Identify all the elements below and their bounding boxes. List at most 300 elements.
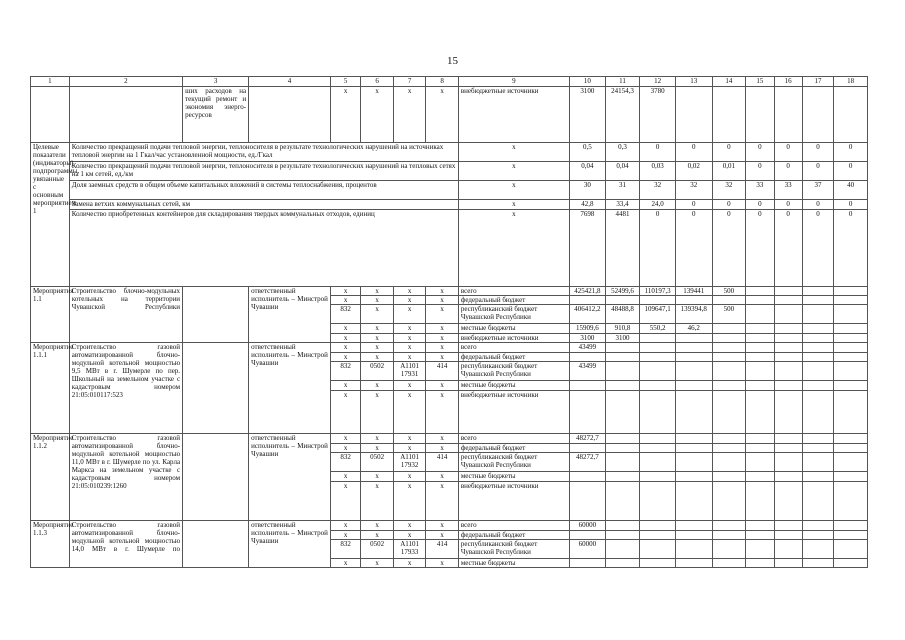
empty-cell (69, 87, 182, 143)
empty-cell (746, 482, 774, 521)
empty-cell (640, 362, 676, 381)
empty-cell (675, 540, 712, 559)
source-label: всего (458, 521, 569, 531)
col-number: 4 (249, 77, 331, 87)
empty-cell (774, 324, 802, 334)
value-cell: 40 (834, 181, 868, 200)
empty-cell (712, 540, 746, 559)
source-label: местные бюджеты (458, 559, 569, 568)
source-label: внебюджетные источники (458, 391, 569, 434)
measure-label: Мероприятие 1.1.3 (31, 521, 70, 568)
empty-cell (570, 391, 606, 434)
measure-name: Строительство газовой автоматизированной блочно-модульной котельной мощностью 9,5 МВт в г. Шумерле по пер. Школьный на земельном участке с кадастровым номером 21:05:010117:523 (69, 343, 182, 434)
x-cell: x (426, 472, 459, 482)
empty-cell (802, 391, 833, 434)
grbs-code: 832 (330, 453, 360, 472)
x-cell: x (361, 531, 394, 540)
empty-cell (605, 559, 640, 568)
x-cell: x (361, 482, 394, 521)
empty-cell (183, 434, 249, 521)
empty-cell (712, 334, 746, 343)
grbs-code: 832 (330, 362, 360, 381)
responsible-executor: ответственный исполнитель – Минстрой Чувашии (249, 434, 331, 521)
empty-cell (675, 362, 712, 381)
x-cell: x (361, 87, 394, 143)
empty-cell (834, 521, 868, 531)
empty-cell (746, 287, 774, 296)
empty-cell (570, 559, 606, 568)
empty-cell (802, 472, 833, 482)
value-cell: 0 (802, 162, 833, 181)
x-cell: x (458, 210, 569, 287)
empty-cell (640, 434, 676, 444)
value-cell: 33,4 (605, 200, 640, 210)
source-label: местные бюджеты (458, 324, 569, 334)
value-cell: 425421,8 (570, 287, 606, 296)
expense-type-code: 414 (426, 453, 459, 472)
empty-cell (834, 434, 868, 444)
col-number: 3 (183, 77, 249, 87)
measure-name: Строительство газовой автоматизированной блочно-модульной котельной мощностью 14,0 МВт в г. Шумерле по (69, 521, 182, 568)
empty-cell (802, 287, 833, 296)
empty-cell (802, 434, 833, 444)
x-cell: x (361, 521, 394, 531)
x-cell: x (393, 381, 426, 391)
empty-cell (675, 521, 712, 531)
x-cell: x (361, 287, 394, 296)
empty-cell (834, 381, 868, 391)
empty-cell (774, 287, 802, 296)
target-article-code: А1101 17932 (393, 453, 426, 472)
table-row (31, 143, 868, 162)
empty-cell (802, 87, 833, 143)
empty-cell (834, 391, 868, 434)
col-number: 17 (802, 77, 833, 87)
empty-cell (746, 531, 774, 540)
empty-cell (746, 434, 774, 444)
x-cell: x (426, 296, 459, 305)
empty-cell (802, 531, 833, 540)
empty-cell (712, 296, 746, 305)
empty-cell (774, 391, 802, 434)
target-article-code: А1101 17931 (393, 362, 426, 381)
x-cell: x (361, 334, 394, 343)
value-cell: 3100 (570, 87, 606, 143)
value-cell: 0 (712, 200, 746, 210)
x-cell: x (426, 391, 459, 434)
empty-cell (774, 521, 802, 531)
empty-cell (712, 482, 746, 521)
value-cell: 32 (712, 181, 746, 200)
source-label: местные бюджеты (458, 472, 569, 482)
x-cell: x (393, 353, 426, 362)
value-cell: 43499 (570, 362, 606, 381)
value-cell: 3780 (640, 87, 676, 143)
x-cell: x (330, 87, 360, 143)
empty-cell (774, 343, 802, 353)
measure-label: Мероприятие 1.1.1 (31, 343, 70, 434)
empty-cell (774, 540, 802, 559)
column-number-row (31, 77, 868, 87)
x-cell: x (393, 482, 426, 521)
empty-cell (802, 444, 833, 453)
empty-cell (675, 296, 712, 305)
x-cell: x (330, 521, 360, 531)
x-cell: x (393, 334, 426, 343)
value-cell: 48272,7 (570, 453, 606, 472)
value-cell: 139394,8 (675, 305, 712, 324)
empty-cell (746, 453, 774, 472)
x-cell: x (330, 482, 360, 521)
empty-cell (746, 296, 774, 305)
x-cell: x (330, 472, 360, 482)
empty-cell (834, 472, 868, 482)
empty-cell (712, 444, 746, 453)
empty-cell (834, 482, 868, 521)
empty-cell (834, 453, 868, 472)
empty-cell (675, 381, 712, 391)
value-cell: 500 (712, 305, 746, 324)
source-label: республиканский бюджет Чувашской Республики (458, 453, 569, 472)
empty-cell (834, 287, 868, 296)
empty-cell (774, 87, 802, 143)
measure-name: Строительство блочно-модульных котельных на территории Чувашской Республики (69, 287, 182, 343)
measure-label: Мероприятие 1.1.2 (31, 434, 70, 521)
value-cell: 7698 (570, 210, 606, 287)
target-article-code: А1101 17933 (393, 540, 426, 559)
x-cell: x (330, 559, 360, 568)
value-cell: 60000 (570, 540, 606, 559)
value-cell: 0 (712, 210, 746, 287)
value-cell: 0 (746, 162, 774, 181)
table-row (31, 162, 868, 181)
col-number: 13 (675, 77, 712, 87)
x-cell: x (361, 434, 394, 444)
col-number: 16 (774, 77, 802, 87)
empty-cell (640, 296, 676, 305)
x-cell: x (330, 334, 360, 343)
section-code: 0502 (361, 540, 394, 559)
value-cell: 48488,8 (605, 305, 640, 324)
responsible-executor: ответственный исполнитель – Минстрой Чувашии (249, 287, 331, 343)
value-cell: 0 (834, 200, 868, 210)
x-cell: x (361, 353, 394, 362)
value-cell: 0,01 (712, 162, 746, 181)
empty-cell (183, 287, 249, 343)
empty-cell (183, 343, 249, 434)
empty-cell (834, 334, 868, 343)
value-cell: 60000 (570, 521, 606, 531)
empty-cell (834, 87, 868, 143)
targets-label: Целевые показатели (индикаторы) подпрограммы, увязанные с основным мероприятием 1 (31, 143, 70, 287)
empty-cell (712, 87, 746, 143)
x-cell: x (458, 181, 569, 200)
value-cell: 30 (570, 181, 606, 200)
col-number: 9 (458, 77, 569, 87)
table-row (31, 521, 868, 531)
section-code: 0502 (361, 362, 394, 381)
value-cell: 32 (675, 181, 712, 200)
empty-cell (605, 362, 640, 381)
empty-cell (605, 296, 640, 305)
empty-cell (640, 472, 676, 482)
x-cell: x (393, 531, 426, 540)
empty-cell (802, 324, 833, 334)
source-label: республиканский бюджет Чувашской Республики (458, 362, 569, 381)
empty-cell (570, 353, 606, 362)
value-cell: 0 (774, 200, 802, 210)
table-row (31, 434, 868, 444)
value-cell: 0 (675, 200, 712, 210)
empty-cell (802, 334, 833, 343)
empty-cell (640, 540, 676, 559)
empty-cell (746, 334, 774, 343)
x-cell: x (361, 324, 394, 334)
source-label: федеральный бюджет (458, 296, 569, 305)
x-cell: x (361, 472, 394, 482)
empty-cell (774, 434, 802, 444)
empty-cell (834, 343, 868, 353)
empty-cell (570, 531, 606, 540)
empty-cell (640, 453, 676, 472)
empty-cell (640, 343, 676, 353)
x-cell: x (330, 444, 360, 453)
value-cell: 0,04 (570, 162, 606, 181)
measure-label: Мероприятия 1.1 (31, 287, 70, 343)
empty-cell (746, 540, 774, 559)
empty-cell (675, 391, 712, 434)
empty-cell (834, 559, 868, 568)
empty-cell (834, 531, 868, 540)
empty-cell (675, 343, 712, 353)
empty-cell (249, 87, 331, 143)
col-number: 15 (746, 77, 774, 87)
indicator-name: Доля заемных средств в общем объеме капитальных вложений в системы теплоснабжения, процентов (69, 181, 458, 200)
value-cell: 0 (675, 143, 712, 162)
value-cell: 0,5 (570, 143, 606, 162)
x-cell: x (426, 324, 459, 334)
empty-cell (675, 334, 712, 343)
empty-cell (774, 482, 802, 521)
empty-cell (640, 559, 676, 568)
value-cell: 48272,7 (570, 434, 606, 444)
empty-cell (746, 521, 774, 531)
empty-cell (640, 482, 676, 521)
empty-cell (746, 324, 774, 334)
value-cell: 31 (605, 181, 640, 200)
x-cell: x (330, 287, 360, 296)
responsible-executor: ответственный исполнитель – Минстрой Чувашии (249, 521, 331, 568)
value-cell: 0 (746, 200, 774, 210)
value-cell: 0 (746, 143, 774, 162)
empty-cell (570, 444, 606, 453)
value-cell: 0 (712, 143, 746, 162)
x-cell: x (393, 324, 426, 334)
value-cell: 24154,3 (605, 87, 640, 143)
empty-cell (774, 472, 802, 482)
value-cell: 3100 (605, 334, 640, 343)
value-cell: 32 (640, 181, 676, 200)
empty-cell (31, 87, 70, 143)
empty-cell (712, 343, 746, 353)
empty-cell (746, 362, 774, 381)
col-number: 18 (834, 77, 868, 87)
empty-cell (802, 362, 833, 381)
source-label: республиканский бюджет Чувашской Республики (458, 305, 569, 324)
x-cell: x (393, 305, 426, 324)
empty-cell (570, 482, 606, 521)
x-cell: x (393, 472, 426, 482)
value-cell: 0 (774, 210, 802, 287)
value-cell: 0 (746, 210, 774, 287)
value-cell: 24,0 (640, 200, 676, 210)
empty-cell (712, 453, 746, 472)
empty-cell (774, 334, 802, 343)
empty-cell (605, 540, 640, 559)
empty-cell (675, 453, 712, 472)
empty-cell (802, 453, 833, 472)
value-cell: 0 (802, 200, 833, 210)
value-cell: 109647,1 (640, 305, 676, 324)
expense-type-code: 414 (426, 540, 459, 559)
empty-cell (802, 381, 833, 391)
empty-cell (746, 353, 774, 362)
x-cell: x (361, 559, 394, 568)
x-cell: x (393, 296, 426, 305)
empty-cell (640, 381, 676, 391)
value-cell: 52499,6 (605, 287, 640, 296)
table-row (31, 200, 868, 210)
x-cell: x (361, 444, 394, 453)
empty-cell (834, 362, 868, 381)
table-row (31, 343, 868, 353)
col-number: 10 (570, 77, 606, 87)
value-cell: 550,2 (640, 324, 676, 334)
x-cell: x (361, 391, 394, 434)
empty-cell (570, 296, 606, 305)
empty-cell (746, 472, 774, 482)
empty-cell (605, 353, 640, 362)
x-cell: x (361, 381, 394, 391)
col-number: 12 (640, 77, 676, 87)
source-label: федеральный бюджет (458, 444, 569, 453)
source-label: местные бюджеты (458, 381, 569, 391)
value-cell: 0 (834, 143, 868, 162)
source-label: федеральный бюджет (458, 353, 569, 362)
col-number: 14 (712, 77, 746, 87)
x-cell: x (393, 343, 426, 353)
empty-cell (675, 434, 712, 444)
value-cell: 139441 (675, 287, 712, 296)
empty-cell (834, 353, 868, 362)
value-cell: 0 (834, 210, 868, 287)
empty-cell (605, 391, 640, 434)
empty-cell (712, 362, 746, 381)
empty-cell (774, 296, 802, 305)
col-number: 7 (393, 77, 426, 87)
x-cell: x (361, 343, 394, 353)
indicator-name: Количество прекращений подачи тепловой энергии, теплоносителя в результате технологических нарушений на источниках тепловой энергии на 1 Гкал/час установленной мощности, ед./Гкал (69, 143, 458, 162)
source-label: всего (458, 343, 569, 353)
value-cell: 43499 (570, 343, 606, 353)
value-cell: 0 (640, 210, 676, 287)
empty-cell (802, 559, 833, 568)
indicator-name: Количество прекращений подачи тепловой энергии, теплоносителя в результате технологических нарушений на тепловых сетях на 1 км сетей, ед./км (69, 162, 458, 181)
value-cell: 42,8 (570, 200, 606, 210)
empty-cell (640, 334, 676, 343)
value-cell: 37 (802, 181, 833, 200)
indicator-name: Количество приобретенных контейнеров для складирования твердых коммунальных отходов, единиц (69, 210, 458, 287)
empty-cell (712, 559, 746, 568)
empty-cell (675, 353, 712, 362)
empty-cell (640, 353, 676, 362)
empty-cell (675, 482, 712, 521)
empty-cell (774, 444, 802, 453)
value-cell: 0 (834, 162, 868, 181)
empty-cell (605, 521, 640, 531)
empty-cell (802, 521, 833, 531)
value-cell: 0,04 (605, 162, 640, 181)
empty-cell (570, 472, 606, 482)
x-cell: x (330, 531, 360, 540)
x-cell: x (393, 444, 426, 453)
empty-cell (834, 540, 868, 559)
value-cell: 33 (746, 181, 774, 200)
empty-cell (802, 482, 833, 521)
empty-cell (570, 381, 606, 391)
x-cell: x (458, 143, 569, 162)
value-cell: 500 (712, 287, 746, 296)
empty-cell (774, 559, 802, 568)
source-label: республиканский бюджет Чувашской Республики (458, 540, 569, 559)
value-cell: 4481 (605, 210, 640, 287)
value-cell: 15909,6 (570, 324, 606, 334)
grbs-code: 832 (330, 305, 360, 324)
empty-cell (802, 540, 833, 559)
empty-cell (802, 353, 833, 362)
empty-cell (774, 305, 802, 324)
col-number: 6 (361, 77, 394, 87)
empty-cell (712, 472, 746, 482)
col-number: 11 (605, 77, 640, 87)
grbs-code: 832 (330, 540, 360, 559)
x-cell: x (330, 343, 360, 353)
x-cell: x (426, 287, 459, 296)
x-cell: x (426, 381, 459, 391)
x-cell: x (393, 391, 426, 434)
empty-cell (712, 324, 746, 334)
source-label: внебюджетные источники (458, 87, 569, 143)
x-cell: x (426, 343, 459, 353)
value-cell: 910,8 (605, 324, 640, 334)
table-row (31, 181, 868, 200)
empty-cell (640, 444, 676, 453)
col-number: 5 (330, 77, 360, 87)
x-cell: x (426, 521, 459, 531)
empty-cell (802, 343, 833, 353)
value-cell: 3100 (570, 334, 606, 343)
x-cell: x (361, 296, 394, 305)
x-cell: x (426, 444, 459, 453)
x-cell: x (330, 381, 360, 391)
empty-cell (774, 362, 802, 381)
value-cell: 46,2 (675, 324, 712, 334)
value-cell: 0 (774, 143, 802, 162)
empty-cell (605, 343, 640, 353)
x-cell: x (330, 391, 360, 434)
empty-cell (640, 531, 676, 540)
x-cell: x (330, 324, 360, 334)
